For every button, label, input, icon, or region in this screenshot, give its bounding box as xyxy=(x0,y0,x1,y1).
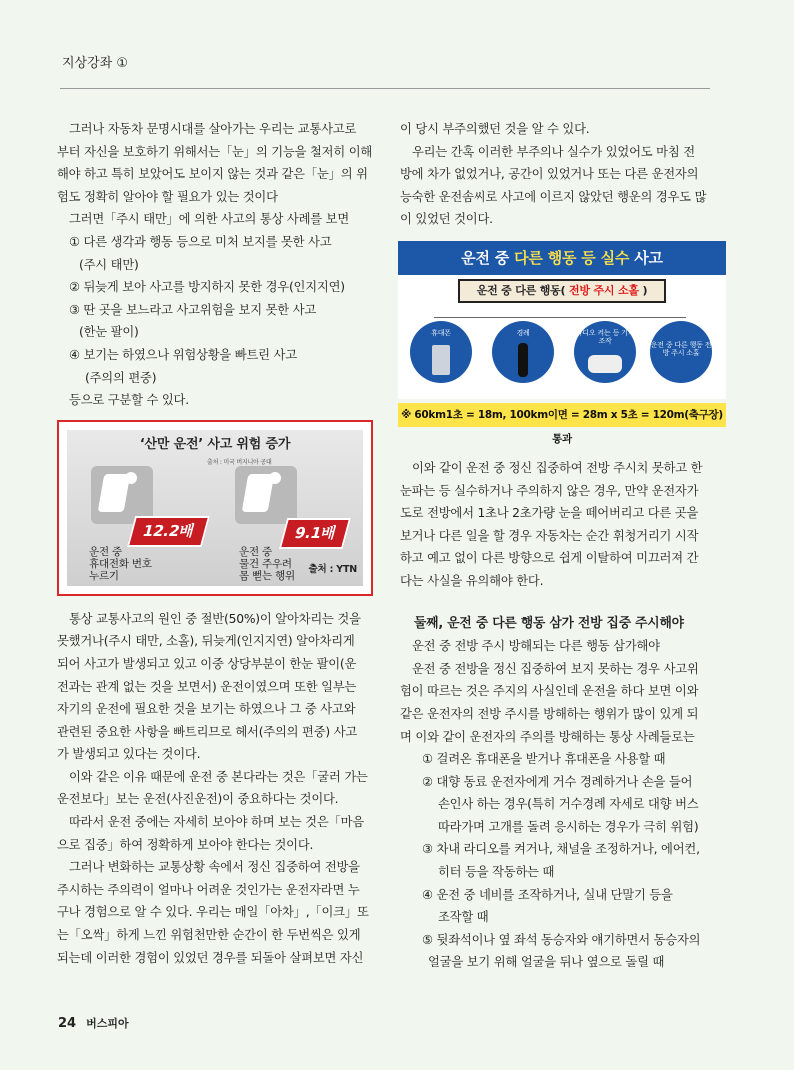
text-line: 따라서 운전 중에는 자세히 보아야 하며 보는 것은「마음 xyxy=(69,815,364,830)
text-line: 험도 정확히 알아야 할 필요가 있는 것이다 xyxy=(57,189,278,204)
phone-circle: 휴대폰 xyxy=(410,321,472,383)
list-item: ④ 보기는 하였으나 위험상황을 빠트린 사고 xyxy=(69,347,297,362)
text-line: 못했거나(주시 태만, 소홀), 뒤늦게(인지지연) 알아차리게 xyxy=(57,634,355,649)
text-line: 그러면「주시 태만」에 의한 사고의 통상 사례를 보면 xyxy=(69,212,350,227)
list-item: 손인사 하는 경우(특히 거수경례 자세로 대향 버스 xyxy=(438,797,699,812)
risk-badge: 12.2배 xyxy=(127,516,210,547)
distraction-infographic xyxy=(398,241,726,445)
text-line: 통상 교통사고의 원인 중 절반(50%)이 알아차리는 것을 xyxy=(69,611,361,626)
text-line: 운전 중 전방 주시 방해되는 다른 행동 삼가해야 xyxy=(412,639,660,654)
list-item: ② 뒤늦게 보아 사고를 방지하지 못한 경우(인지지연) xyxy=(69,280,345,295)
list-item: ① 걸려온 휴대폰을 받거나 휴대폰을 사용할 때 xyxy=(422,752,666,767)
text-line: 부터 자신을 보호하기 위해서는「눈」의 기능을 철저히 이해 xyxy=(57,144,373,159)
section-label: 지상강좌 ① xyxy=(62,56,129,71)
connector-line xyxy=(434,317,686,318)
text-line: 전과는 관계 없는 것을 보면서) 운전이였으며 또한 일부는 xyxy=(57,679,357,694)
figure-source-bottom: 출처 : YTN xyxy=(308,564,357,576)
summary-circle: 운전 중 다른 행동 전방 주시 소홀 xyxy=(650,321,712,383)
text-line: 이와 같이 운전 중 정신 집중하여 전방 주시치 못하고 한 xyxy=(412,460,703,475)
infographic-footnote: ※ 60km1초 = 18m, 100km이면 = 28m x 5초 = 120m(축구장)통과 xyxy=(398,403,726,427)
left-column xyxy=(57,118,375,969)
list-item: 조작할 때 xyxy=(438,910,489,925)
salute-circle: 경례 xyxy=(492,321,554,383)
text-line: 보거나 다른 일을 할 경우 자동차는 순간 휘청거리기 시작 xyxy=(400,528,699,543)
list-item: (주시 태만) xyxy=(79,257,139,272)
text-line: 는「오싹」하게 느낀 위험천만한 순간이 한 두번씩은 있게 xyxy=(57,928,361,943)
figure-caption: 운전 중 물건 주우려 몸 뻗는 행위 xyxy=(239,545,295,582)
text-line: 되는데 이러한 경험이 있었던 경우를 되돌아 살펴보면 자신 xyxy=(57,950,364,965)
text-line: 등으로 구분할 수 있다. xyxy=(69,393,189,408)
text-line: 그러나 변화하는 교통상황 속에서 정신 집중하여 전방을 xyxy=(69,860,360,875)
list-item: 따라가며 고개를 돌려 응시하는 경우가 극히 위험) xyxy=(438,819,699,834)
list-item: ④ 운전 중 네비를 조작하거나, 실내 단말기 등을 xyxy=(422,887,673,902)
text-line: 운전보다」보는 운전(사진운전)이 중요하다는 것이다. xyxy=(57,792,339,807)
list-item: ① 다른 생각과 행동 등으로 미처 보지를 못한 사고 xyxy=(69,234,332,249)
text-line: 같은 운전자의 전방 주시를 방해하는 행위가 많이 있게 되 xyxy=(400,706,699,721)
text-line: 우리는 간혹 이러한 부주의나 실수가 있었어도 마침 전 xyxy=(412,144,695,159)
magazine-name: 버스피아 xyxy=(86,1017,129,1030)
risk-badge: 9.1배 xyxy=(279,518,351,549)
text-line: 며 이와 같이 운전자의 주의를 방해하는 통상 사례들로는 xyxy=(400,729,695,744)
list-item: (주의의 편중) xyxy=(85,370,157,385)
figure-caption: 운전 중 휴대전화 번호 누르기 xyxy=(89,545,152,582)
list-item: (한눈 팔이) xyxy=(79,325,139,340)
figure-source-top: 출처 : 미국 버지니아 공대 xyxy=(207,458,272,466)
radio-icon xyxy=(588,355,622,373)
list-item: ③ 딴 곳을 보느라고 사고위험을 보지 못한 사고 xyxy=(69,302,317,317)
text-line: 가 발생되고 있다는 것이다. xyxy=(57,747,201,762)
text-line: 방에 차가 없었거나, 공간이 있었거나 또는 다른 운전자의 xyxy=(400,167,699,182)
text-line: 해야 하고 특히 보았어도 보이지 않는 것과 같은「눈」의 위 xyxy=(57,167,368,182)
text-line: 구나 경험으로 알 수 있다. 우리는 매일「아차」,「이크」또 xyxy=(57,905,369,920)
distracted-driving-figure xyxy=(57,420,373,596)
figure-background xyxy=(67,430,363,586)
text-line: 그러나 자동차 문명시대를 살아가는 우리는 교통사고로 xyxy=(69,122,357,136)
text-line: 자기의 운전에 필요한 것을 보기는 하였으나 그 중 사고와 xyxy=(57,702,356,717)
text-line: 이와 같은 이유 때문에 운전 중 본다라는 것은「굴러 가는 xyxy=(69,769,368,784)
section-heading: 둘째, 운전 중 다른 행동 삼가 전방 집중 주시해야 xyxy=(414,615,684,631)
text-line: 으로 집중」하여 정확하게 보아야 한다는 것이다. xyxy=(57,837,314,852)
infographic-body xyxy=(398,275,726,399)
text-line: 험이 따르는 것은 주지의 사실인데 운전을 하다 보면 이와 xyxy=(400,684,699,699)
phone-icon xyxy=(432,345,450,375)
radio-circle: 라디오 켜는 등 기기조작 xyxy=(574,321,636,383)
text-line: 이 당시 부주의했던 것을 알 수 있다. xyxy=(400,122,590,136)
infographic-label-box: 운전 중 다른 행동( 전방 주시 소홀 ) xyxy=(458,279,666,303)
text-line: 관련된 중요한 사항을 빠트리므로 헤서(주의의 편중) 사고 xyxy=(57,724,358,739)
list-item: 얼굴을 보기 위해 얼굴을 뒤나 옆으로 돌릴 때 xyxy=(428,955,665,970)
driver-reach-icon xyxy=(235,466,297,524)
page-footer xyxy=(58,1015,129,1031)
text-line: 다는 사실을 유의해야 한다. xyxy=(400,573,544,588)
list-item: ③ 차내 라디오를 켜거나, 채널을 조정하거나, 에어컨, xyxy=(422,842,700,857)
text-line: 도로 전방에서 1초나 2초가량 눈을 떼어버리고 다른 곳을 xyxy=(400,506,699,521)
list-item: ⑤ 뒷좌석이나 옆 좌석 동승자와 얘기하면서 동승자의 xyxy=(422,932,701,947)
text-line: 운전 중 전방을 정신 집중하여 보지 못하는 경우 사고위 xyxy=(412,661,699,676)
text-line: 하고 예고 없이 다른 방향으로 쉽게 이탈하여 미끄러져 간 xyxy=(400,551,699,566)
text-line: 능숙한 운전솜씨로 사고에 이르지 않았던 행운의 경우도 많 xyxy=(400,189,707,204)
right-column xyxy=(400,118,722,974)
list-item: ② 대향 동료 운전자에게 거수 경례하거나 손을 들어 xyxy=(422,774,693,789)
figure-title: ‘산만 운전’ 사고 위험 증가 xyxy=(139,436,291,452)
person-icon xyxy=(518,343,528,377)
text-line: 되어 사고가 발생되고 있고 이중 상당부분이 한눈 팔이(운 xyxy=(57,656,357,671)
page-number: 24 xyxy=(58,1016,77,1031)
list-item: 히터 등을 작동하는 때 xyxy=(438,865,555,880)
text-line: 이 있었던 것이다. xyxy=(400,212,493,227)
infographic-title: 운전 중 다른 행동 등 실수 사고 xyxy=(398,241,726,275)
header-rule xyxy=(60,88,710,89)
text-line: 주시하는 주의력이 얼마나 어려운 것인가는 운전자라면 누 xyxy=(57,882,360,897)
text-line: 눈파는 등 실수하거나 주의하지 않은 경우, 만약 운전자가 xyxy=(400,483,699,498)
